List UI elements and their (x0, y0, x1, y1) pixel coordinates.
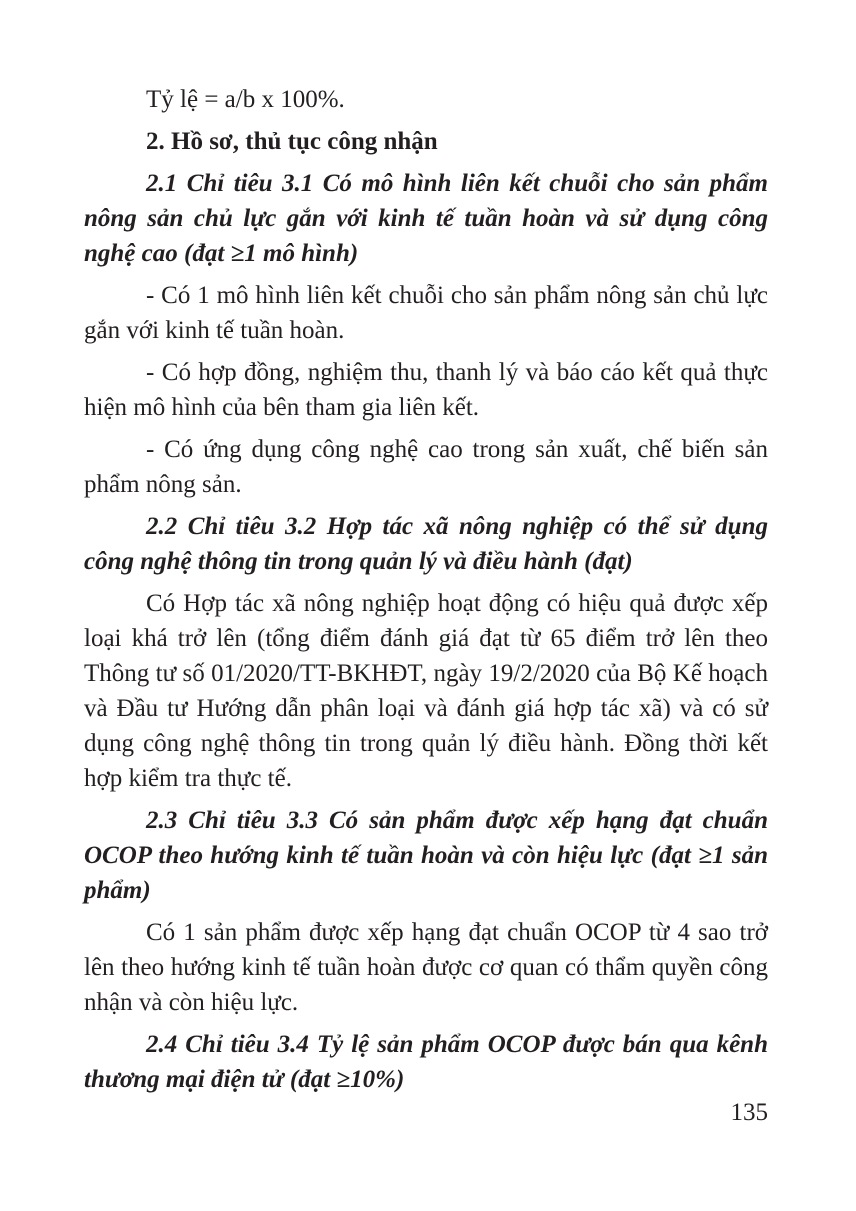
section-title: 2. Hồ sơ, thủ tục công nhận (146, 128, 438, 155)
criterion-item: - Có hợp đồng, nghiệm thu, thanh lý và báo cáo kết quả thực hiện mô hình của bên tham gia liên kết. (84, 359, 768, 421)
page-content (84, 82, 768, 1104)
criterion-heading: 2.1 Chỉ tiêu 3.1 Có mô hình liên kết chuỗi cho sản phẩm nông sản chủ lực gắn với kinh tế tuần hoàn và sử dụng công nghệ cao (đạt ≥1 mô hình) (84, 170, 768, 267)
criterion-heading: 2.3 Chỉ tiêu 3.3 Có sản phẩm được xếp hạng đạt chuẩn OCOP theo hướng kinh tế tuần hoàn và còn hiệu lực (đạt ≥1 sản phẩm) (84, 807, 768, 904)
criterion-item: - Có 1 mô hình liên kết chuỗi cho sản phẩm nông sản chủ lực gắn với kinh tế tuần hoàn. (84, 282, 768, 344)
page-number: 135 (730, 1099, 768, 1126)
criterion-heading: 2.4 Chỉ tiêu 3.4 Tỷ lệ sản phẩm OCOP được bán qua kênh thương mại điện tử (đạt ≥10%) (84, 1031, 768, 1093)
criterion-item: Có Hợp tác xã nông nghiệp hoạt động có hiệu quả được xếp loại khá trở lên (tổng điểm đánh giá đạt từ 65 điểm trở lên theo Thông tư số 01/2020/TT-BKHĐT, ngày 19/2/2020 của Bộ Kế hoạch và Đầu tư Hướng dẫn phân loại và đánh giá hợp tác xã) và có sử dụng công nghệ thông tin trong quản lý điều hành. Đồng thời kết hợp kiểm tra thực tế. (84, 590, 768, 792)
criterion-item: Có 1 sản phẩm được xếp hạng đạt chuẩn OCOP từ 4 sao trở lên theo hướng kinh tế tuần hoàn được cơ quan có thẩm quyền công nhận và còn hiệu lực. (84, 919, 768, 1016)
formula-line: Tỷ lệ = a/b x 100%. (146, 86, 345, 113)
criterion-item: - Có ứng dụng công nghệ cao trong sản xuất, chế biến sản phẩm nông sản. (84, 436, 768, 498)
criterion-heading: 2.2 Chỉ tiêu 3.2 Hợp tác xã nông nghiệp có thể sử dụng công nghệ thông tin trong quản lý và điều hành (đạt) (84, 513, 768, 575)
